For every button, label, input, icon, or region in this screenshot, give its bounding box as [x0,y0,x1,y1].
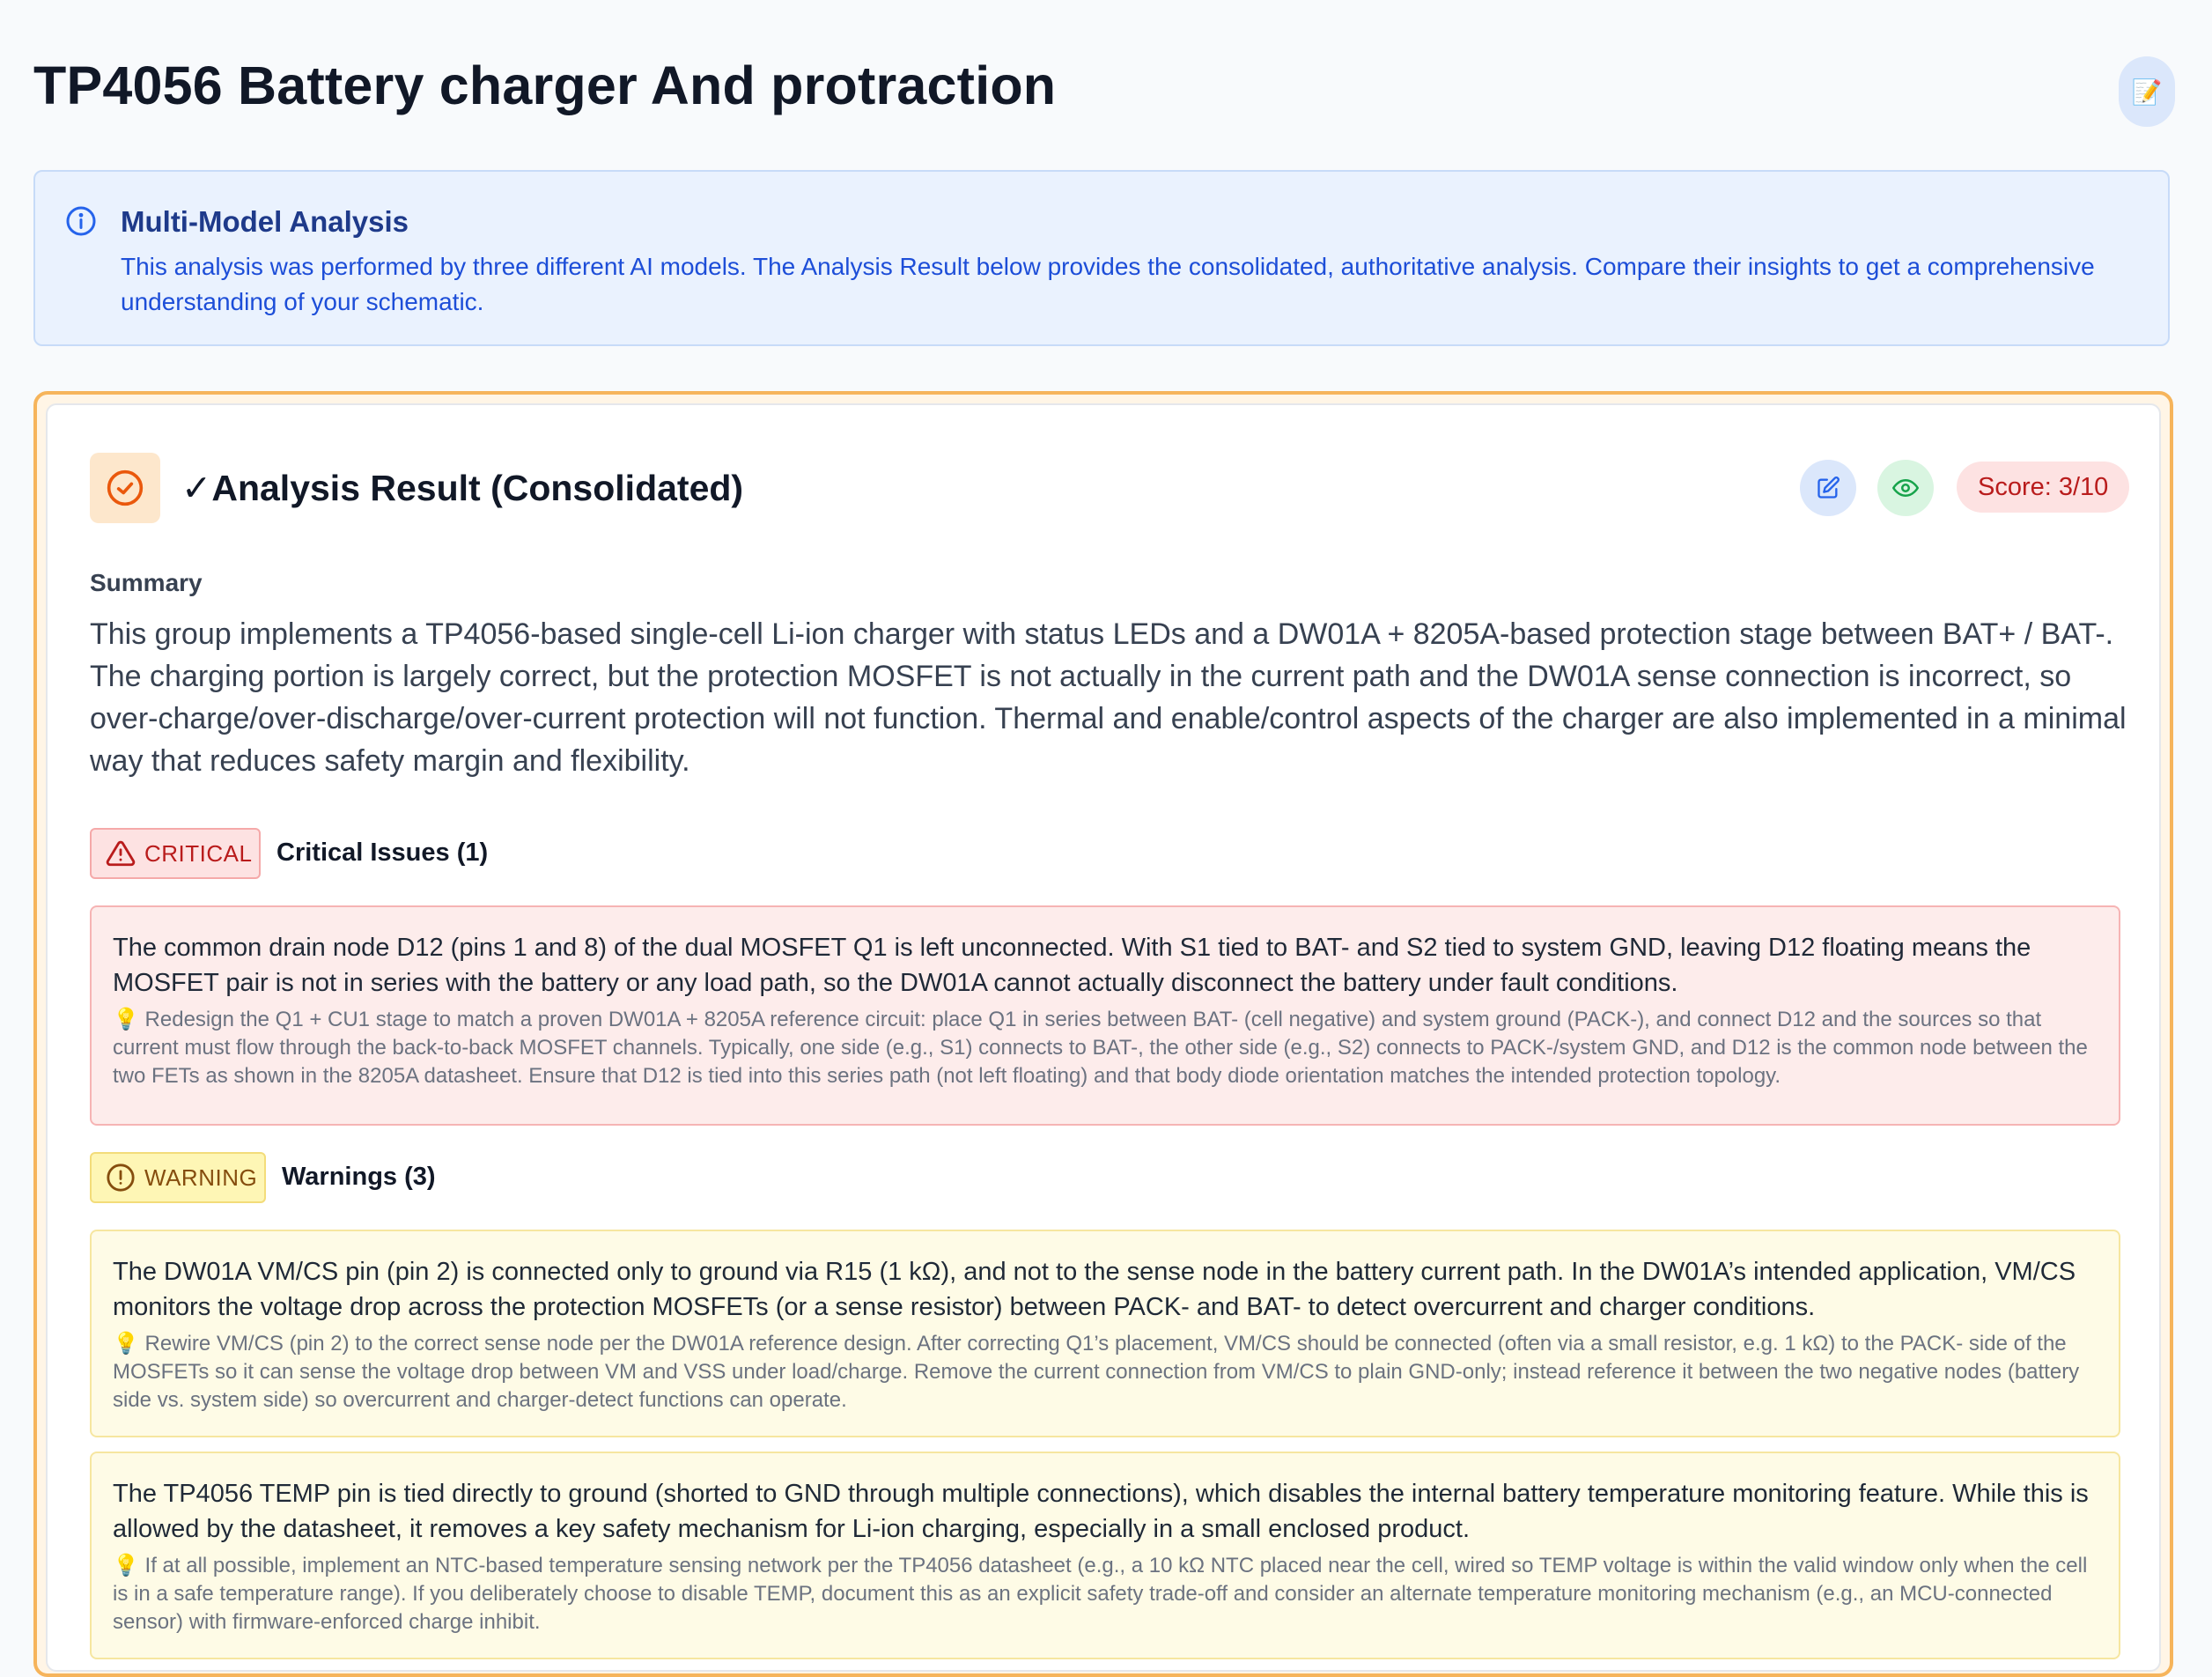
info-title: Multi-Model Analysis [121,205,409,238]
issue-fix: 💡 If at all possible, implement an NTC-based temperature sensing network per the TP4056 datasheet (e.g., a 10 kΩ NTC placed near the cell, wired so TEMP voltage is within the valid window only when the cell is in a safe temperature range). If you deliberately choose to disable TEMP, document this as an explicit safety trade-off and consider an alternate temperature monitoring mechanism (e.g., an MCU-connected sensor) with firmware-enforced charge inhibit. [113,1554,2088,1634]
warning-triangle-icon [106,838,136,868]
critical-badge [90,828,261,879]
summary-label: Summary [90,569,203,596]
warning-issue-card [90,1230,2120,1437]
critical-issues-title: Critical Issues (1) [276,838,489,867]
info-banner [33,170,2170,346]
view-button[interactable] [1877,460,1934,516]
edit-icon [1816,476,1840,500]
result-icon-tile [90,453,160,523]
issue-fix: 💡 Redesign the Q1 + CU1 stage to match a proven DW01A + 8205A reference circuit: place Q1 in series between BAT- (cell negative) and system ground (PACK-), and connect D12 and the sources so that current must flow through the back-to-back MOSFET channels. Typically, one side (e.g., S1) connects to BAT-, the other side (e.g., S2) connects to PACK-/system GND, and D12 is the common node between the two FETs as shown in the 8205A datasheet. Ensure that D12 is tied into this series path (not left floating) and that body diode orientation matches the intended protection topology. [113,1008,2088,1088]
exclamation-circle-icon [106,1163,136,1193]
score-badge: Score: 3/10 [1957,462,2129,513]
issue-fix: 💡 Rewire VM/CS (pin 2) to the correct sense node per the DW01A reference design. After correcting Q1’s placement, VM/CS should be connected (often via a small resistor, e.g. 1 kΩ) to the PACK- side of the MOSFETs so it can sense the voltage drop between VM and VSS under load/charge. Remove the current connection from VM/CS to plain GND-only; instead reference it between the two negative nodes (battery side vs. system side) so overcurrent and charger-detect functions can operate. [113,1332,2080,1412]
warning-issue-card [90,1452,2120,1659]
info-text: This analysis was performed by three different AI models. The Analysis Result below provides the consolidated, authoritative analysis. Compare their insights to get a comprehensive understanding of your schematic. [121,253,2095,315]
edit-button[interactable] [1800,460,1856,516]
summary-text: This group implements a TP4056-based single-cell Li-ion charger with status LEDs and a DW01A + 8205A-based protection stage between BAT+ / BAT-. The charging portion is largely correct, but the protection MOSFET is not actually in the current path and the DW01A sense connection is incorrect, so over-charge/over-discharge/over-current protection will not function. Thermal and enable/control aspects of the charger are also implemented in a minimal way that reduces safety margin and flexibility. [90,617,2127,778]
analysis-result-panel [46,403,2161,1672]
warning-badge [90,1152,266,1203]
check-circle-icon [106,469,144,507]
critical-badge-label: CRITICAL [144,839,253,867]
issue-description: The common drain node D12 (pins 1 and 8) of the dual MOSFET Q1 is left unconnected. With S1 tied to BAT- and S2 tied to system GND, leaving D12 floating means the MOSFET pair is not in series with the battery or any load path, so the DW01A cannot actually disconnect the battery under fault conditions. [113,934,2031,997]
issue-description: The DW01A VM/CS pin (pin 2) is connected only to ground via R15 (1 kΩ), and not to the sense node in the battery current path. In the DW01A’s intended application, VM/CS monitors the voltage drop across the protection MOSFETs (or a sense resistor) between PACK- and BAT- to detect overcurrent and charger conditions. [113,1258,2076,1321]
critical-issue-card [90,905,2120,1126]
warning-badge-label: WARNING [144,1164,258,1191]
issue-description: The TP4056 TEMP pin is tied directly to ground (shorted to GND through multiple connections), which disables the internal battery temperature monitoring feature. While this is allowed by the datasheet, it removes a key safety mechanism for Li-ion charging, especially in a small enclosed product. [113,1480,2089,1543]
warnings-title: Warnings (3) [282,1163,436,1191]
page-title: TP4056 Battery charger And protraction [33,55,1057,115]
result-title: ✓Analysis Result (Consolidated) [181,468,744,508]
eye-icon [1892,475,1919,501]
memo-icon: 📝 [2131,78,2163,106]
notes-button[interactable] [2119,56,2175,127]
info-circle-icon [65,205,97,237]
analysis-result-card [33,391,2173,1677]
